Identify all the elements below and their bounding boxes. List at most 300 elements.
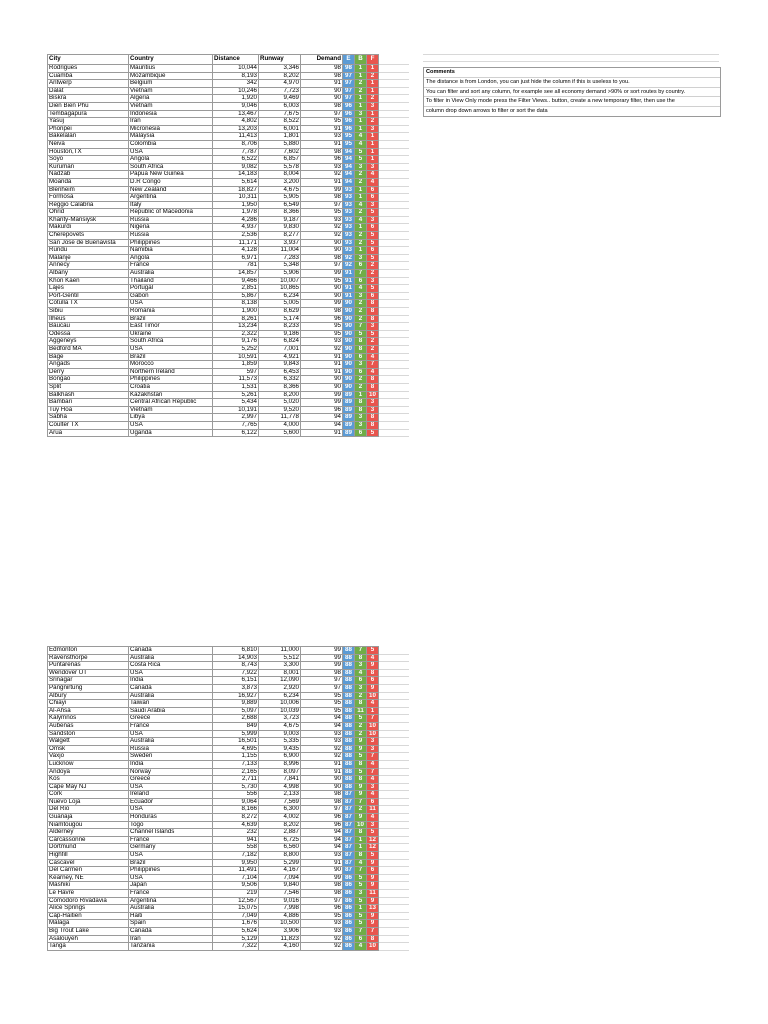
business-cell[interactable]: 8	[355, 700, 367, 708]
col-header-economy[interactable]: E	[343, 55, 355, 65]
first-cell[interactable]: 5	[367, 232, 379, 240]
demand-cell[interactable]: 99	[301, 270, 343, 278]
runway-cell[interactable]: 7,998	[259, 905, 301, 913]
demand-cell[interactable]: 99	[301, 391, 343, 399]
country-cell[interactable]: Russia	[129, 232, 213, 240]
economy-cell[interactable]: 86	[343, 943, 355, 951]
business-cell[interactable]: 5	[355, 148, 367, 156]
city-cell[interactable]: Chiayi	[48, 700, 129, 708]
city-cell[interactable]: Nuevo Loja	[48, 798, 129, 806]
demand-cell[interactable]: 97	[301, 806, 343, 814]
city-cell[interactable]: Al-Ahsa	[48, 707, 129, 715]
runway-cell[interactable]: 5,020	[259, 399, 301, 407]
distance-cell[interactable]: 3,873	[213, 684, 259, 692]
distance-cell[interactable]: 2,688	[213, 715, 259, 723]
table-row[interactable]	[48, 80, 409, 88]
demand-cell[interactable]: 98	[301, 72, 343, 80]
economy-cell[interactable]: 96	[343, 118, 355, 126]
runway-cell[interactable]: 4,160	[259, 943, 301, 951]
city-cell[interactable]: Biskra	[48, 95, 129, 103]
economy-cell[interactable]: 90	[343, 300, 355, 308]
first-cell[interactable]: 8	[367, 421, 379, 429]
business-cell[interactable]: 2	[355, 87, 367, 95]
distance-cell[interactable]: 4,937	[213, 224, 259, 232]
business-cell[interactable]: 2	[355, 209, 367, 217]
table-row[interactable]	[48, 745, 409, 753]
demand-cell[interactable]: 95	[301, 700, 343, 708]
economy-cell[interactable]: 90	[343, 330, 355, 338]
runway-cell[interactable]: 4,675	[259, 722, 301, 730]
city-cell[interactable]: Srinagar	[48, 677, 129, 685]
economy-cell[interactable]: 88	[343, 730, 355, 738]
economy-cell[interactable]: 88	[343, 677, 355, 685]
col-header-country[interactable]: Country	[129, 55, 213, 65]
table-row[interactable]	[48, 867, 409, 875]
distance-cell[interactable]: 7,133	[213, 760, 259, 768]
first-cell[interactable]: 3	[367, 745, 379, 753]
demand-cell[interactable]: 94	[301, 836, 343, 844]
distance-cell[interactable]: 13,203	[213, 125, 259, 133]
economy-cell[interactable]: 90	[343, 376, 355, 384]
economy-cell[interactable]: 90	[343, 383, 355, 391]
demand-cell[interactable]: 90	[301, 239, 343, 247]
distance-cell[interactable]: 7,182	[213, 852, 259, 860]
table-row[interactable]	[48, 300, 409, 308]
table-row[interactable]	[48, 65, 409, 73]
demand-cell[interactable]: 90	[301, 247, 343, 255]
city-cell[interactable]: Tembagapura	[48, 110, 129, 118]
city-cell[interactable]: Dortmund	[48, 844, 129, 852]
col-header-first[interactable]: F	[367, 55, 379, 65]
first-cell[interactable]: 2	[367, 118, 379, 126]
economy-cell[interactable]: 93	[343, 239, 355, 247]
demand-cell[interactable]: 91	[301, 361, 343, 369]
runway-cell[interactable]: 2,920	[259, 684, 301, 692]
country-cell[interactable]: Saudi Arabia	[129, 707, 213, 715]
first-cell[interactable]: 8	[367, 935, 379, 943]
economy-cell[interactable]: 88	[343, 715, 355, 723]
business-cell[interactable]: 2	[355, 300, 367, 308]
business-cell[interactable]: 3	[355, 662, 367, 670]
first-cell[interactable]: 6	[367, 867, 379, 875]
city-cell[interactable]: Antwerp	[48, 80, 129, 88]
business-cell[interactable]: 2	[355, 806, 367, 814]
demand-cell[interactable]: 90	[301, 867, 343, 875]
first-cell[interactable]: 9	[367, 874, 379, 882]
demand-cell[interactable]: 95	[301, 912, 343, 920]
country-cell[interactable]: Libya	[129, 414, 213, 422]
demand-cell[interactable]: 90	[301, 292, 343, 300]
distance-cell[interactable]: 1,900	[213, 308, 259, 316]
city-cell[interactable]: Sabha	[48, 414, 129, 422]
economy-cell[interactable]: 93	[343, 186, 355, 194]
demand-cell[interactable]: 92	[301, 753, 343, 761]
runway-cell[interactable]: 6,001	[259, 125, 301, 133]
economy-cell[interactable]: 89	[343, 429, 355, 437]
demand-cell[interactable]: 91	[301, 125, 343, 133]
economy-cell[interactable]: 87	[343, 859, 355, 867]
city-cell[interactable]: Neiva	[48, 140, 129, 148]
business-cell[interactable]: 1	[355, 125, 367, 133]
economy-cell[interactable]: 87	[343, 829, 355, 837]
table-row[interactable]	[48, 383, 409, 391]
table-row[interactable]	[48, 927, 409, 935]
economy-cell[interactable]: 97	[343, 87, 355, 95]
business-cell[interactable]: 2	[355, 232, 367, 240]
economy-cell[interactable]: 86	[343, 882, 355, 890]
economy-cell[interactable]: 86	[343, 874, 355, 882]
demand-cell[interactable]: 94	[301, 722, 343, 730]
demand-cell[interactable]: 90	[301, 87, 343, 95]
business-cell[interactable]: 1	[355, 186, 367, 194]
first-cell[interactable]: 2	[367, 270, 379, 278]
demand-cell[interactable]: 90	[301, 95, 343, 103]
first-cell[interactable]: 10	[367, 391, 379, 399]
table-row[interactable]	[48, 376, 409, 384]
first-cell[interactable]: 4	[367, 760, 379, 768]
city-cell[interactable]: Highfill	[48, 852, 129, 860]
table-row[interactable]	[48, 186, 409, 194]
economy-cell[interactable]: 94	[343, 163, 355, 171]
table-row[interactable]	[48, 247, 409, 255]
first-cell[interactable]: 1	[367, 148, 379, 156]
distance-cell[interactable]: 6,971	[213, 254, 259, 262]
economy-cell[interactable]: 86	[343, 920, 355, 928]
distance-cell[interactable]: 849	[213, 722, 259, 730]
table-row[interactable]	[48, 330, 409, 338]
distance-cell[interactable]: 4,128	[213, 247, 259, 255]
economy-cell[interactable]: 96	[343, 102, 355, 110]
country-cell[interactable]: Germany	[129, 844, 213, 852]
runway-cell[interactable]: 8,522	[259, 118, 301, 126]
first-cell[interactable]: 11	[367, 806, 379, 814]
demand-cell[interactable]: 98	[301, 798, 343, 806]
table-row[interactable]	[48, 285, 409, 293]
business-cell[interactable]: 2	[355, 80, 367, 88]
distance-cell[interactable]: 558	[213, 844, 259, 852]
country-cell[interactable]: Brazil	[129, 353, 213, 361]
economy-cell[interactable]: 87	[343, 852, 355, 860]
runway-cell[interactable]: 7,723	[259, 87, 301, 95]
city-cell[interactable]: Del Carmen	[48, 867, 129, 875]
economy-cell[interactable]: 95	[343, 133, 355, 141]
economy-cell[interactable]: 87	[343, 844, 355, 852]
economy-cell[interactable]: 90	[343, 368, 355, 376]
economy-cell[interactable]: 88	[343, 669, 355, 677]
distance-cell[interactable]: 8,261	[213, 315, 259, 323]
demand-cell[interactable]: 91	[301, 80, 343, 88]
distance-cell[interactable]: 9,064	[213, 798, 259, 806]
first-cell[interactable]: 7	[367, 715, 379, 723]
business-cell[interactable]: 6	[355, 277, 367, 285]
distance-cell[interactable]: 10,311	[213, 194, 259, 202]
first-cell[interactable]: 9	[367, 912, 379, 920]
first-cell[interactable]: 5	[367, 852, 379, 860]
table-row[interactable]	[48, 890, 409, 898]
distance-cell[interactable]: 5,434	[213, 399, 259, 407]
runway-cell[interactable]: 9,840	[259, 882, 301, 890]
city-cell[interactable]: Andoya	[48, 768, 129, 776]
distance-cell[interactable]: 1,676	[213, 920, 259, 928]
country-cell[interactable]: Algeria	[129, 95, 213, 103]
country-cell[interactable]: D.R Congo	[129, 178, 213, 186]
runway-cell[interactable]: 5,905	[259, 194, 301, 202]
city-cell[interactable]: Sandston	[48, 730, 129, 738]
city-cell[interactable]: Niamtougou	[48, 821, 129, 829]
distance-cell[interactable]: 5,624	[213, 927, 259, 935]
demand-cell[interactable]: 97	[301, 677, 343, 685]
country-cell[interactable]: Romania	[129, 308, 213, 316]
table-row[interactable]	[48, 201, 409, 209]
demand-cell[interactable]: 91	[301, 859, 343, 867]
runway-cell[interactable]: 9,830	[259, 224, 301, 232]
country-cell[interactable]: Channel Islands	[129, 829, 213, 837]
distance-cell[interactable]: 556	[213, 791, 259, 799]
runway-cell[interactable]: 5,174	[259, 315, 301, 323]
first-cell[interactable]: 3	[367, 399, 379, 407]
demand-cell[interactable]: 98	[301, 791, 343, 799]
demand-cell[interactable]: 94	[301, 829, 343, 837]
economy-cell[interactable]: 93	[343, 216, 355, 224]
demand-cell[interactable]: 95	[301, 323, 343, 331]
first-cell[interactable]: 4	[367, 353, 379, 361]
distance-cell[interactable]: 10,044	[213, 65, 259, 73]
country-cell[interactable]: Indonesia	[129, 110, 213, 118]
distance-cell[interactable]: 6,522	[213, 156, 259, 164]
first-cell[interactable]: 3	[367, 738, 379, 746]
demand-cell[interactable]: 99	[301, 654, 343, 662]
runway-cell[interactable]: 6,857	[259, 156, 301, 164]
demand-cell[interactable]: 93	[301, 133, 343, 141]
business-cell[interactable]: 7	[355, 647, 367, 655]
table-row[interactable]	[48, 156, 409, 164]
first-cell[interactable]: 2	[367, 262, 379, 270]
business-cell[interactable]: 5	[355, 897, 367, 905]
first-cell[interactable]: 3	[367, 821, 379, 829]
table-row[interactable]	[48, 684, 409, 692]
country-cell[interactable]: Taiwan	[129, 700, 213, 708]
table-row[interactable]	[48, 323, 409, 331]
distance-cell[interactable]: 11,171	[213, 239, 259, 247]
runway-cell[interactable]: 8,366	[259, 209, 301, 217]
economy-cell[interactable]: 88	[343, 707, 355, 715]
country-cell[interactable]: Australia	[129, 738, 213, 746]
first-cell[interactable]: 1	[367, 80, 379, 88]
distance-cell[interactable]: 4,286	[213, 216, 259, 224]
distance-cell[interactable]: 5,614	[213, 178, 259, 186]
business-cell[interactable]: 4	[355, 859, 367, 867]
city-cell[interactable]: Guanaja	[48, 814, 129, 822]
distance-cell[interactable]: 5,097	[213, 707, 259, 715]
city-cell[interactable]: Kalymnos	[48, 715, 129, 723]
first-cell[interactable]: 10	[367, 692, 379, 700]
demand-cell[interactable]: 92	[301, 224, 343, 232]
col-header-demand[interactable]: Demand	[301, 55, 343, 65]
demand-cell[interactable]: 90	[301, 285, 343, 293]
business-cell[interactable]: 1	[355, 102, 367, 110]
business-cell[interactable]: 4	[355, 216, 367, 224]
runway-cell[interactable]: 4,970	[259, 80, 301, 88]
first-cell[interactable]: 9	[367, 882, 379, 890]
table-row[interactable]	[48, 730, 409, 738]
economy-cell[interactable]: 87	[343, 791, 355, 799]
runway-cell[interactable]: 7,602	[259, 148, 301, 156]
economy-cell[interactable]: 87	[343, 814, 355, 822]
demand-cell[interactable]: 90	[301, 783, 343, 791]
first-cell[interactable]: 4	[367, 814, 379, 822]
city-cell[interactable]: Khanty-Mansiysk	[48, 216, 129, 224]
demand-cell[interactable]: 96	[301, 315, 343, 323]
runway-cell[interactable]: 2,887	[259, 829, 301, 837]
country-cell[interactable]: Tanzania	[129, 943, 213, 951]
business-cell[interactable]: 5	[355, 874, 367, 882]
distance-cell[interactable]: 9,950	[213, 859, 259, 867]
city-cell[interactable]: Aggeneys	[48, 338, 129, 346]
country-cell[interactable]: Portugal	[129, 285, 213, 293]
distance-cell[interactable]: 5,261	[213, 391, 259, 399]
table-row[interactable]	[48, 87, 409, 95]
runway-cell[interactable]: 8,202	[259, 821, 301, 829]
first-cell[interactable]: 5	[367, 429, 379, 437]
city-cell[interactable]: Yasuj	[48, 118, 129, 126]
demand-cell[interactable]: 98	[301, 669, 343, 677]
demand-cell[interactable]: 96	[301, 406, 343, 414]
table-row[interactable]	[48, 662, 409, 670]
city-cell[interactable]: Ravensthorpe	[48, 654, 129, 662]
table-row[interactable]	[48, 700, 409, 708]
distance-cell[interactable]: 1,920	[213, 95, 259, 103]
business-cell[interactable]: 5	[355, 912, 367, 920]
first-cell[interactable]: 9	[367, 859, 379, 867]
table-row[interactable]	[48, 821, 409, 829]
distance-cell[interactable]: 9,466	[213, 277, 259, 285]
distance-cell[interactable]: 13,234	[213, 323, 259, 331]
runway-cell[interactable]: 7,569	[259, 798, 301, 806]
business-cell[interactable]: 2	[355, 692, 367, 700]
table-row[interactable]	[48, 677, 409, 685]
economy-cell[interactable]: 88	[343, 722, 355, 730]
runway-cell[interactable]: 9,016	[259, 897, 301, 905]
city-cell[interactable]: Nadzab	[48, 171, 129, 179]
country-cell[interactable]: Japan	[129, 882, 213, 890]
table-row[interactable]	[48, 905, 409, 913]
business-cell[interactable]: 2	[355, 722, 367, 730]
city-cell[interactable]: Bambari	[48, 399, 129, 407]
table-row[interactable]	[48, 118, 409, 126]
demand-cell[interactable]: 93	[301, 920, 343, 928]
table-row[interactable]	[48, 753, 409, 761]
business-cell[interactable]: 8	[355, 829, 367, 837]
country-cell[interactable]: Thailand	[129, 277, 213, 285]
first-cell[interactable]: 12	[367, 836, 379, 844]
first-cell[interactable]: 5	[367, 254, 379, 262]
business-cell[interactable]: 9	[355, 791, 367, 799]
table-row[interactable]	[48, 292, 409, 300]
country-cell[interactable]: Canada	[129, 647, 213, 655]
economy-cell[interactable]: 94	[343, 171, 355, 179]
business-cell[interactable]: 4	[355, 943, 367, 951]
distance-cell[interactable]: 2,997	[213, 414, 259, 422]
economy-cell[interactable]: 87	[343, 836, 355, 844]
first-cell[interactable]: 12	[367, 844, 379, 852]
economy-cell[interactable]: 93	[343, 201, 355, 209]
runway-cell[interactable]: 3,346	[259, 65, 301, 73]
demand-cell[interactable]: 93	[301, 730, 343, 738]
country-cell[interactable]: Ireland	[129, 791, 213, 799]
country-cell[interactable]: Philippines	[129, 867, 213, 875]
table-row[interactable]	[48, 125, 409, 133]
runway-cell[interactable]: 8,001	[259, 669, 301, 677]
country-cell[interactable]: Papua New Guinea	[129, 171, 213, 179]
economy-cell[interactable]: 93	[343, 247, 355, 255]
col-header-city[interactable]: City	[48, 55, 129, 65]
economy-cell[interactable]: 95	[343, 140, 355, 148]
city-cell[interactable]: Del Rio	[48, 806, 129, 814]
col-header-distance[interactable]: Distance	[213, 55, 259, 65]
economy-cell[interactable]: 90	[343, 338, 355, 346]
city-cell[interactable]: Coulter TX	[48, 421, 129, 429]
distance-cell[interactable]: 11,491	[213, 867, 259, 875]
economy-cell[interactable]: 88	[343, 684, 355, 692]
runway-cell[interactable]: 8,233	[259, 323, 301, 331]
demand-cell[interactable]: 99	[301, 399, 343, 407]
city-cell[interactable]: Port-Gentil	[48, 292, 129, 300]
demand-cell[interactable]: 98	[301, 882, 343, 890]
first-cell[interactable]: 3	[367, 163, 379, 171]
demand-cell[interactable]: 95	[301, 692, 343, 700]
table-row[interactable]	[48, 270, 409, 278]
country-cell[interactable]: France	[129, 836, 213, 844]
business-cell[interactable]: 9	[355, 745, 367, 753]
city-cell[interactable]: Ilheus	[48, 315, 129, 323]
demand-cell[interactable]: 96	[301, 821, 343, 829]
city-cell[interactable]: Khon Kaen	[48, 277, 129, 285]
table-row[interactable]	[48, 216, 409, 224]
distance-cell[interactable]: 9,506	[213, 882, 259, 890]
city-cell[interactable]: Blenheim	[48, 186, 129, 194]
demand-cell[interactable]: 90	[301, 376, 343, 384]
demand-cell[interactable]: 98	[301, 890, 343, 898]
country-cell[interactable]: Morocco	[129, 361, 213, 369]
demand-cell[interactable]: 96	[301, 156, 343, 164]
country-cell[interactable]: Brazil	[129, 315, 213, 323]
business-cell[interactable]: 7	[355, 323, 367, 331]
first-cell[interactable]: 6	[367, 292, 379, 300]
runway-cell[interactable]: 8,629	[259, 308, 301, 316]
business-cell[interactable]: 8	[355, 338, 367, 346]
economy-cell[interactable]: 93	[343, 194, 355, 202]
business-cell[interactable]: 3	[355, 421, 367, 429]
distance-cell[interactable]: 5,730	[213, 783, 259, 791]
demand-cell[interactable]: 95	[301, 707, 343, 715]
table-row[interactable]	[48, 669, 409, 677]
business-cell[interactable]: 6	[355, 368, 367, 376]
table-row[interactable]	[48, 935, 409, 943]
business-cell[interactable]: 1	[355, 391, 367, 399]
economy-cell[interactable]: 86	[343, 927, 355, 935]
first-cell[interactable]: 7	[367, 361, 379, 369]
runway-cell[interactable]: 6,453	[259, 368, 301, 376]
table-row[interactable]	[48, 399, 409, 407]
business-cell[interactable]: 3	[355, 254, 367, 262]
country-cell[interactable]: Colombia	[129, 140, 213, 148]
distance-cell[interactable]: 11,573	[213, 376, 259, 384]
distance-cell[interactable]: 781	[213, 262, 259, 270]
runway-cell[interactable]: 6,234	[259, 292, 301, 300]
table-row[interactable]	[48, 882, 409, 890]
runway-cell[interactable]: 6,560	[259, 844, 301, 852]
economy-cell[interactable]: 88	[343, 647, 355, 655]
